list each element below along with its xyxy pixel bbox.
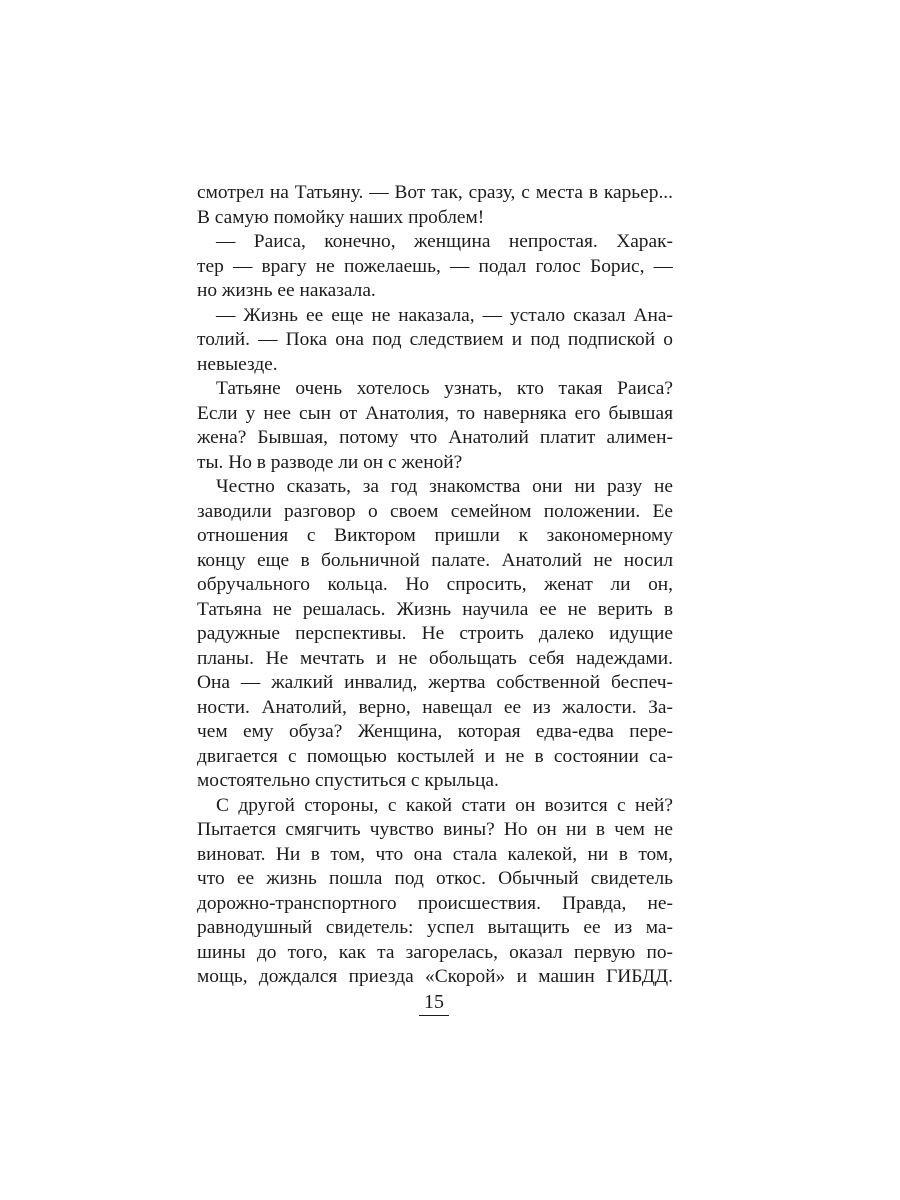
text-line: Татьяне очень хотелось узнать, кто такая Раиса? <box>216 378 673 399</box>
text-line: двигается с помощью костылей и не в состоянии са- <box>197 745 673 767</box>
text-line: заводили разговор о своем семейном положении. Ее <box>197 500 673 522</box>
text-line: мощь, дождался приезда «Скорой» и машин ГИБДД. <box>197 966 673 987</box>
text-line: чем ему обуза? Женщина, которая едва-едва пере- <box>197 721 673 742</box>
text-line: но жизнь ее наказала. <box>197 280 376 301</box>
text-line: жена? Бывшая, потому что Анатолий платит алимен- <box>197 427 673 448</box>
text-line: радужные перспективы. Не строить далеко идущие <box>197 623 673 644</box>
page-number-underline <box>419 1015 449 1016</box>
text-line: Если у нее сын от Анатолия, то наверняка его бывшая <box>197 402 673 424</box>
text-line: Она — жалкий инвалид, жертва собственной беспеч- <box>197 672 673 693</box>
text-line: Пытается смягчить чувство вины? Но он ни в чем не <box>197 819 673 840</box>
text-line: концу еще в больничной палате. Анатолий не носил <box>197 549 673 571</box>
text-line: Честно сказать, за год знакомства они ни разу не <box>216 476 673 497</box>
text-line: В самую помойку наших проблем! <box>197 206 485 228</box>
text-line: виноват. Ни в том, что она стала калекой, ни в том, <box>197 843 673 865</box>
text-line: С другой стороны, с какой стати он возится с ней? <box>216 794 673 816</box>
text-line: невыезде. <box>197 353 278 375</box>
text-line: ты. Но в разводе ли он с женой? <box>197 451 463 473</box>
text-line: отношения с Виктором пришли к закономерному <box>197 525 673 546</box>
text-line: что ее жизнь пошла под откос. Обычный свидетель <box>197 868 673 889</box>
text-line: Татьяна не решалась. Жизнь научила ее не верить в <box>197 598 673 620</box>
text-line: смотрел на Татьяну. — Вот так, сразу, с места в карьер... <box>197 182 673 203</box>
text-line: тер — врагу не пожелаешь, — подал голос Борис, — <box>197 255 673 277</box>
text-line: обручального кольца. Но спросить, женат ли он, <box>197 574 673 595</box>
page-number: 15 <box>424 991 444 1013</box>
text-line: равнодушный свидетель: успел вытащить ее из ма- <box>197 917 673 938</box>
text-line: планы. Не мечтать и не обольщать себя надеждами. <box>197 647 673 669</box>
text-line: — Жизнь ее еще не наказала, — устало сказал Ана- <box>216 304 673 326</box>
text-line: ности. Анатолий, верно, навещал ее из жалости. За- <box>197 696 673 718</box>
text-line: толий. — Пока она под следствием и под подпиской о <box>197 329 673 350</box>
text-line: дорожно-транспортного происшествия. Правда, не- <box>197 892 673 914</box>
text-line: мостоятельно спуститься с крыльца. <box>197 770 499 791</box>
text-line: шины до того, как та загорелась, оказал первую по- <box>197 941 673 963</box>
body-text <box>197 181 673 990</box>
text-line: — Раиса, конечно, женщина непростая. Харак- <box>216 231 673 252</box>
